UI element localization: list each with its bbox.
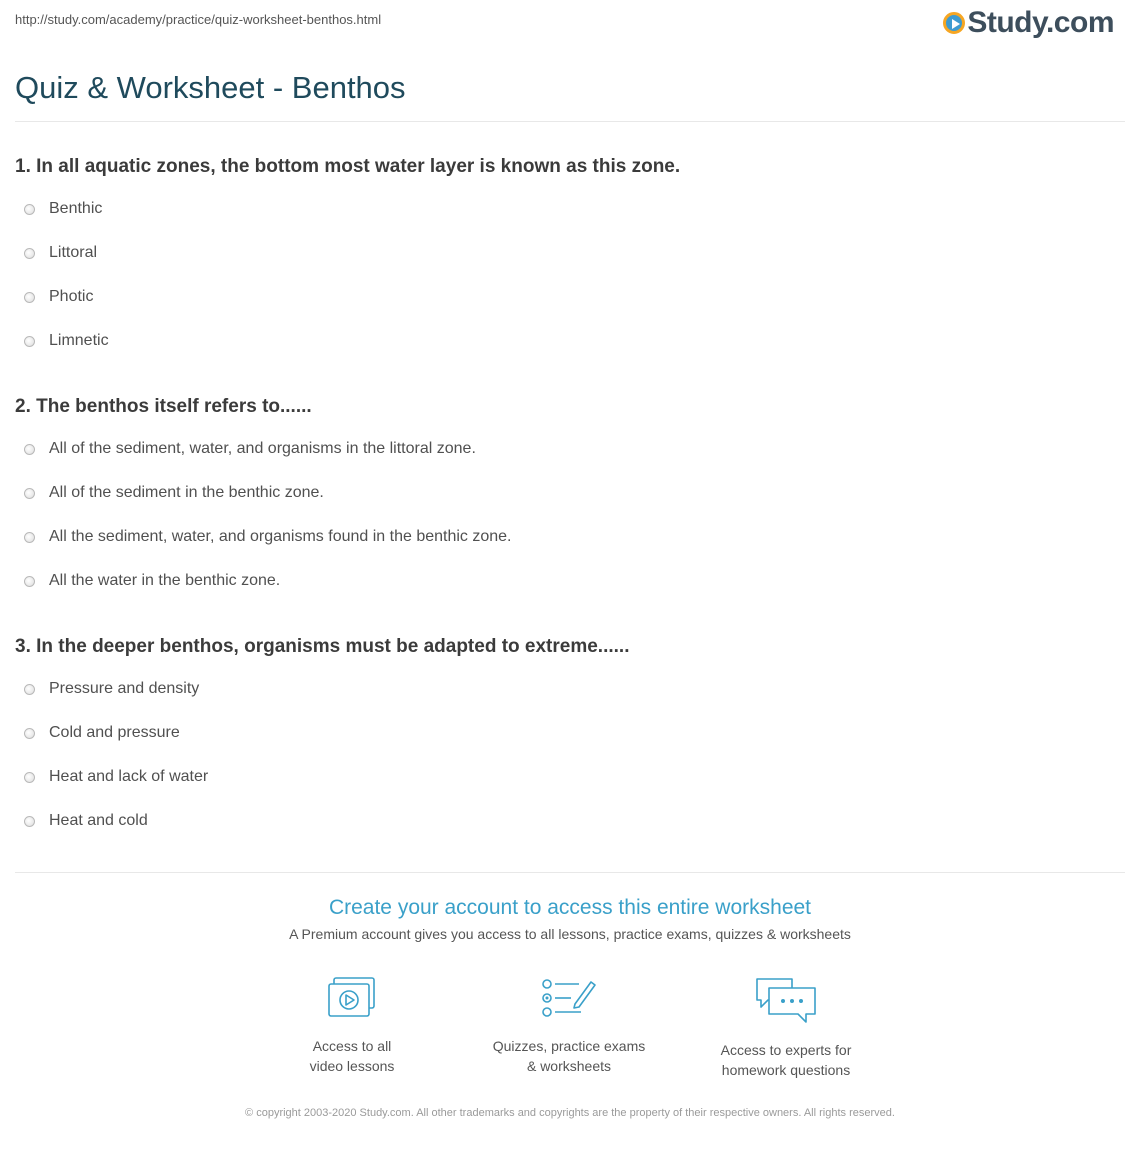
video-lessons-icon	[326, 976, 378, 1022]
radio-button[interactable]	[24, 292, 35, 303]
answer-label: Pressure and density	[49, 680, 200, 697]
title-divider	[15, 121, 1125, 122]
answer-option[interactable]	[24, 528, 512, 546]
question-2: 2. The benthos itself refers to......	[15, 396, 312, 417]
answer-option[interactable]	[24, 724, 180, 742]
radio-button[interactable]	[24, 772, 35, 783]
page-url: http://study.com/academy/practice/quiz-worksheet-benthos.html	[15, 12, 382, 27]
feature-label-line: homework questions	[721, 1062, 851, 1078]
answer-option[interactable]	[24, 332, 109, 350]
feature-label-line: & worksheets	[526, 1058, 612, 1074]
answer-option[interactable]	[24, 200, 102, 218]
page-title: Quiz & Worksheet - Benthos	[15, 70, 406, 105]
radio-button[interactable]	[24, 248, 35, 259]
answer-option[interactable]	[24, 288, 93, 306]
feature-label-line: Access to all	[312, 1038, 392, 1054]
answer-label: All of the sediment, water, and organisms in the littoral zone.	[49, 440, 476, 457]
answer-option[interactable]	[24, 768, 208, 786]
answer-label: Benthic	[49, 200, 103, 217]
answer-label: All the sediment, water, and organisms found in the benthic zone.	[49, 528, 512, 545]
answer-option[interactable]	[24, 440, 476, 458]
answer-label: Photic	[49, 288, 94, 305]
logo-text: Study.com	[967, 6, 1114, 39]
answer-label: All the water in the benthic zone.	[49, 572, 281, 589]
chat-bubbles-icon	[754, 976, 818, 1026]
feature-label-line: Quizzes, practice exams	[492, 1038, 646, 1054]
answer-label: Limnetic	[49, 332, 109, 349]
cta-subheading: A Premium account gives you access to all lessons, practice exams, quizzes & worksheets	[289, 926, 851, 942]
radio-button[interactable]	[24, 204, 35, 215]
radio-button[interactable]	[24, 336, 35, 347]
logo-play-icon	[943, 12, 965, 34]
answer-option[interactable]	[24, 572, 280, 590]
answer-label: Cold and pressure	[49, 724, 180, 741]
answer-label: Littoral	[49, 244, 98, 261]
radio-button[interactable]	[24, 576, 35, 587]
study-logo[interactable]	[943, 6, 1114, 40]
feature-experts	[676, 976, 896, 1080]
radio-button[interactable]	[24, 532, 35, 543]
radio-button[interactable]	[24, 728, 35, 739]
answer-option[interactable]	[24, 812, 148, 830]
answer-label: Heat and cold	[49, 812, 148, 829]
radio-button[interactable]	[24, 488, 35, 499]
quiz-checklist-icon	[541, 976, 597, 1022]
answer-option[interactable]	[24, 484, 324, 502]
feature-video-lessons	[242, 976, 462, 1076]
answer-label: All of the sediment in the benthic zone.	[49, 484, 324, 501]
radio-button[interactable]	[24, 444, 35, 455]
feature-label-line: video lessons	[309, 1058, 395, 1074]
feature-quizzes	[459, 976, 679, 1076]
create-account-link[interactable]: Create your account to access this entire worksheet	[328, 896, 812, 919]
answer-label: Heat and lack of water	[49, 768, 209, 785]
answer-option[interactable]	[24, 680, 199, 698]
radio-button[interactable]	[24, 684, 35, 695]
cta-divider	[15, 872, 1125, 873]
copyright-text: © copyright 2003-2020 Study.com. All other trademarks and copyrights are the property of their respective owners. All rights reserved.	[245, 1107, 895, 1119]
feature-label-line: Access to experts for	[720, 1042, 852, 1058]
question-3: 3. In the deeper benthos, organisms must be adapted to extreme......	[15, 636, 630, 657]
answer-option[interactable]	[24, 244, 97, 262]
question-1: 1. In all aquatic zones, the bottom most water layer is known as this zone.	[15, 156, 681, 177]
radio-button[interactable]	[24, 816, 35, 827]
